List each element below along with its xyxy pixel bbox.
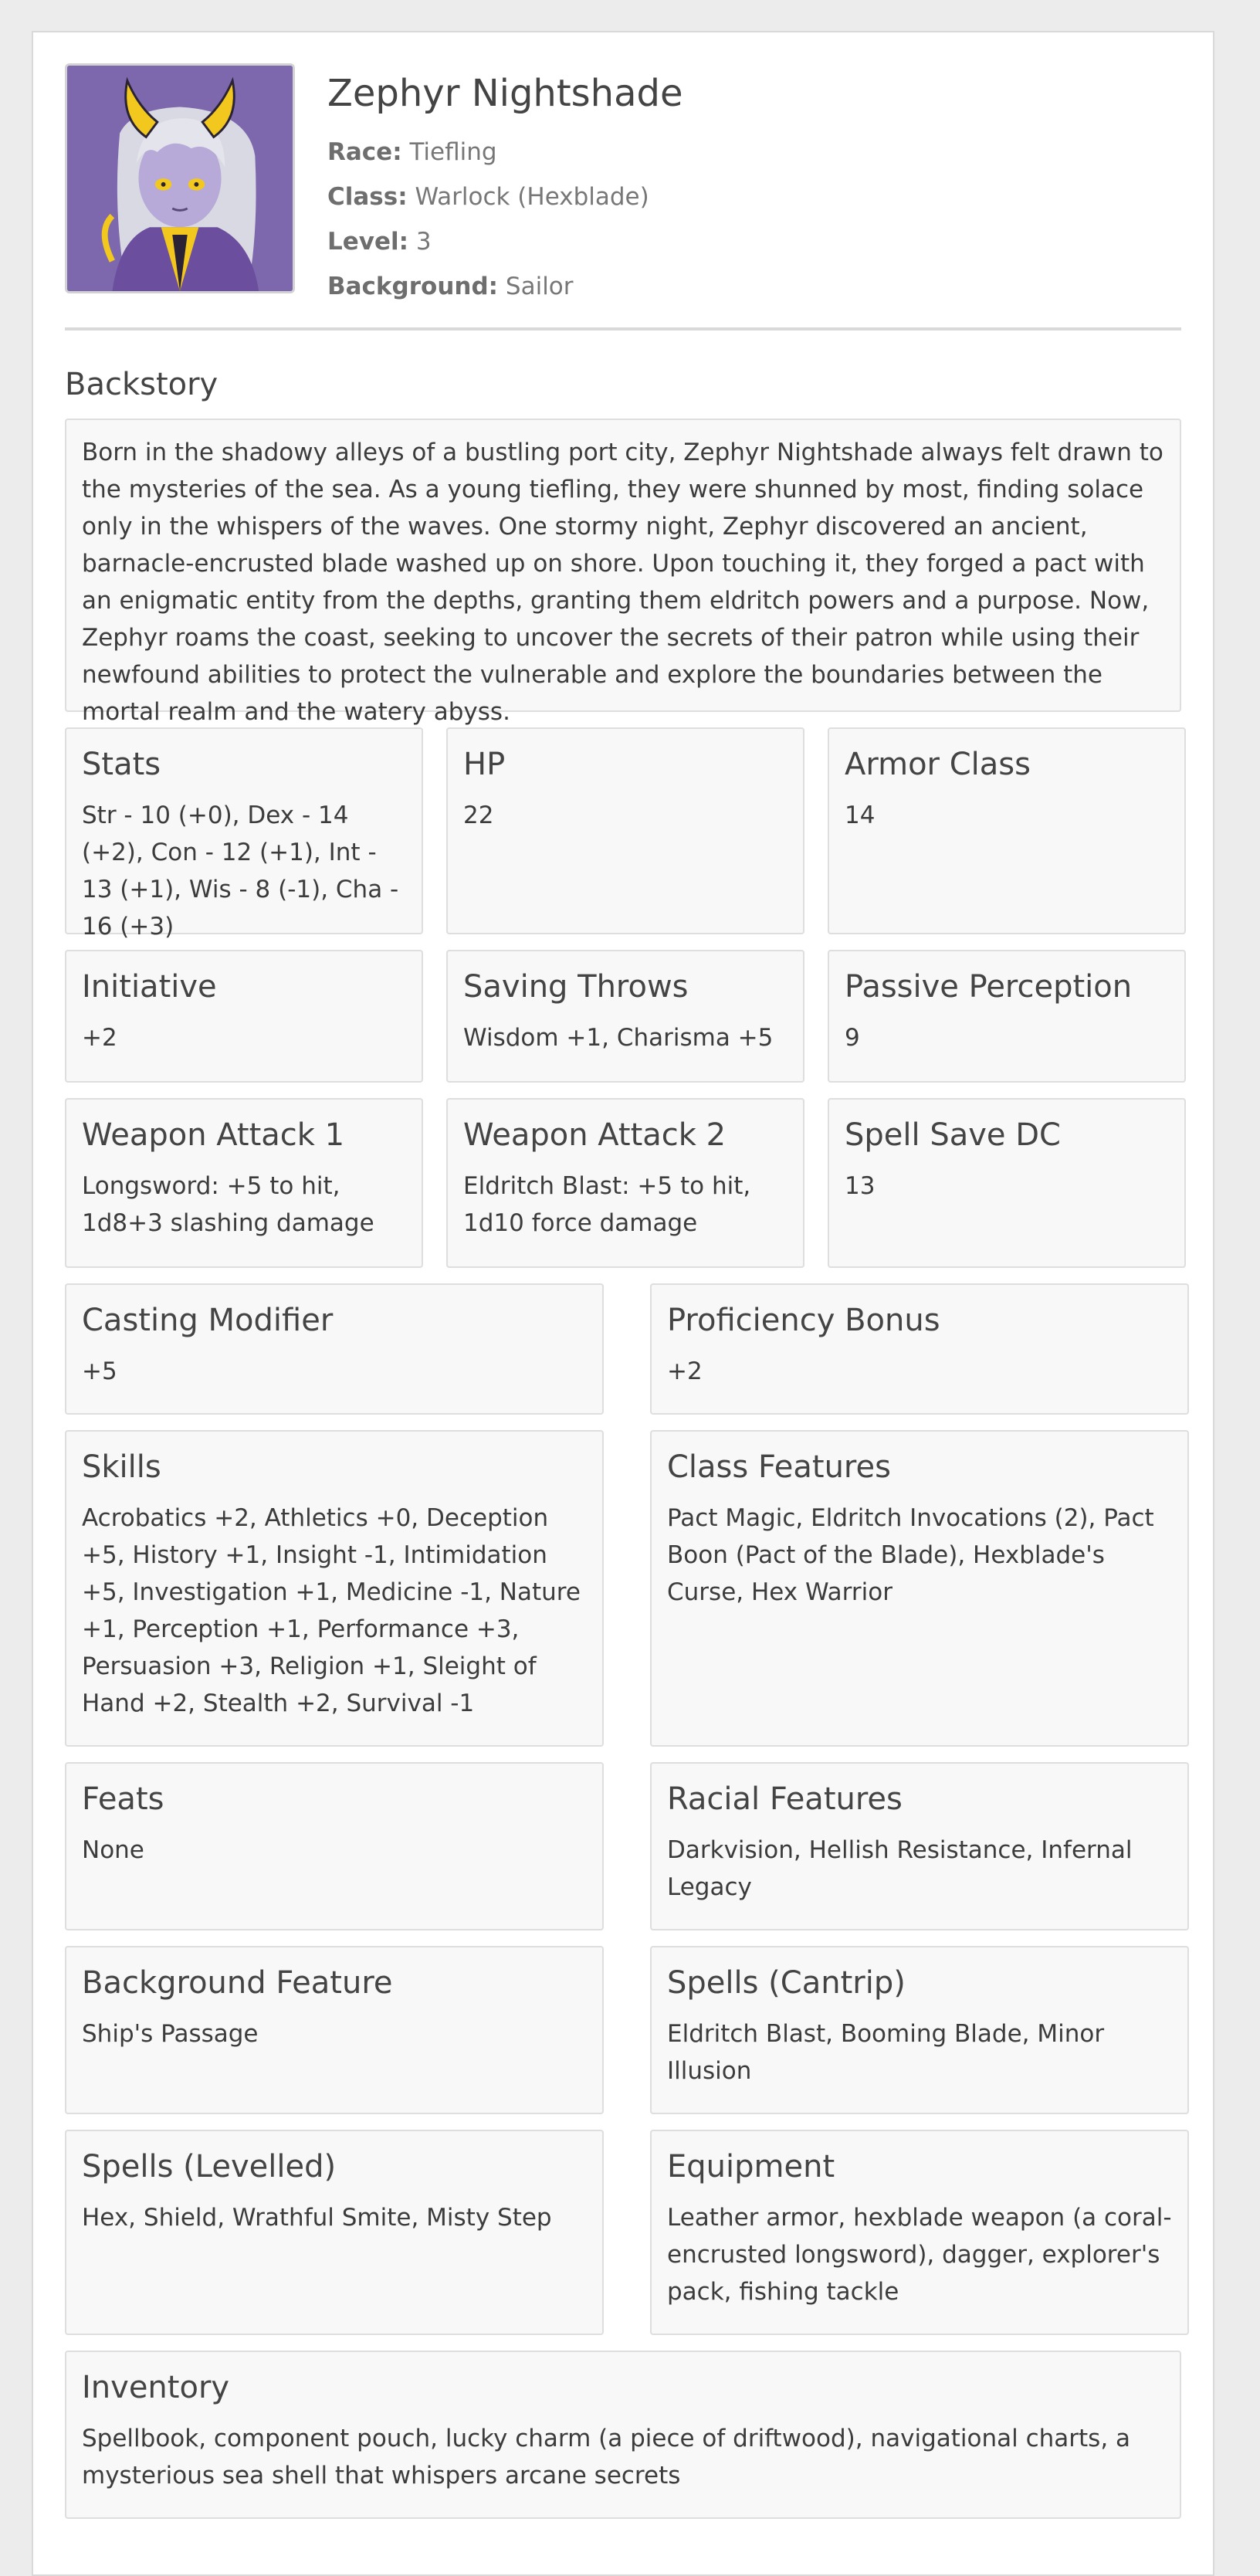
character-portrait — [65, 63, 295, 293]
backstory-title: Backstory — [65, 367, 218, 402]
character-info — [327, 63, 683, 309]
hp-card — [446, 727, 804, 934]
background-label: Background: — [327, 273, 499, 300]
background-line — [327, 264, 683, 309]
character-header — [65, 63, 1181, 330]
hp-title: HP — [463, 747, 506, 782]
passive-perception-value: 9 — [845, 1024, 860, 1052]
stats-value: Str - 10 (+0), Dex - 14 (+2), Con - 12 (+1), Int - 13 (+1), Wis - 8 (-1), Cha - 16 (+3) — [82, 802, 399, 941]
class-line — [327, 175, 683, 219]
feats-title: Feats — [82, 1781, 164, 1817]
saving-throws-card — [446, 950, 804, 1083]
equipment-card — [650, 2130, 1189, 2335]
racial-features-title: Racial Features — [667, 1781, 903, 1817]
race-line — [327, 130, 683, 175]
armor-class-card — [828, 727, 1186, 934]
initiative-card — [65, 950, 423, 1083]
level-label: Level: — [327, 228, 409, 256]
equipment-value: Leather armor, hexblade weapon (a coral-encrusted longsword), dagger, explorer's pack, fishing tackle — [667, 2204, 1172, 2306]
casting-modifier-card — [65, 1283, 604, 1415]
character-name: Zephyr Nightshade — [327, 72, 683, 115]
proficiency-bonus-card — [650, 1283, 1189, 1415]
spells-levelled-title: Spells (Levelled) — [82, 2149, 337, 2185]
level-line — [327, 219, 683, 264]
armor-class-value: 14 — [845, 802, 876, 829]
stats-title: Stats — [82, 747, 161, 782]
casting-modifier-title: Casting Modifier — [82, 1303, 334, 1338]
background-feature-value: Ship's Passage — [82, 2020, 259, 2048]
skills-row — [65, 1430, 1181, 1747]
spells-row — [65, 2130, 1181, 2335]
class-features-value: Pact Magic, Eldritch Invocations (2), Pact Boon (Pact of the Blade), Hexblade's Curse, Hex Warrior — [667, 1504, 1154, 1606]
weapon-attack-2-title: Weapon Attack 2 — [463, 1117, 727, 1153]
spells-cantrip-card — [650, 1946, 1189, 2114]
class-features-card — [650, 1430, 1189, 1747]
saving-throws-title: Saving Throws — [463, 969, 689, 1005]
weapon-attack-1-value: Longsword: +5 to hit, 1d8+3 slashing damage — [82, 1172, 374, 1237]
feats-card — [65, 1762, 604, 1930]
casting-modifier-value: +5 — [82, 1357, 117, 1385]
background-feature-card — [65, 1946, 604, 2114]
character-sheet — [32, 31, 1214, 2576]
backstory-text: Born in the shadowy alleys of a bustling port city, Zephyr Nightshade always felt drawn to the mysteries of the sea. As a young tiefling, they were shunned by most, finding solace only in the whispers of the waves. One stormy night, Zephyr discovered an ancient, barnacle-encrusted blade washed up on shore. Upon touching it, they forged a pact with an enigmatic entity from the depths, granting them eldritch powers and a purpose. Now, Zephyr roams the coast, seeking to uncover the secrets of their patron while using their newfound abilities to protect the vulnerable and explore the boundaries between the mortal realm and the watery abyss. — [65, 419, 1181, 712]
racial-features-card — [650, 1762, 1189, 1930]
spells-levelled-card — [65, 2130, 604, 2335]
racial-features-value: Darkvision, Hellish Resistance, Infernal Legacy — [667, 1836, 1133, 1901]
weapon-attack-2-value: Eldritch Blast: +5 to hit, 1d10 force damage — [463, 1172, 751, 1237]
modifier-row — [65, 1283, 1181, 1415]
passive-perception-title: Passive Perception — [845, 969, 1133, 1005]
hp-value: 22 — [463, 802, 494, 829]
stats-row — [65, 727, 1181, 941]
spells-levelled-value: Hex, Shield, Wrathful Smite, Misty Step — [82, 2204, 552, 2232]
feats-value: None — [82, 1836, 144, 1864]
race-label: Race: — [327, 138, 402, 166]
inventory-value: Spellbook, component pouch, lucky charm (a piece of driftwood), navigational charts, a mysterious sea shell that whispers arcane secrets — [82, 2425, 1131, 2490]
equipment-title: Equipment — [667, 2149, 835, 2185]
inventory-title: Inventory — [82, 2370, 230, 2405]
class-label: Class: — [327, 183, 408, 211]
weapon-attack-1-title: Weapon Attack 1 — [82, 1117, 345, 1153]
feats-row — [65, 1762, 1181, 1930]
spell-save-dc-card — [828, 1098, 1186, 1268]
proficiency-bonus-title: Proficiency Bonus — [667, 1303, 940, 1338]
spells-cantrip-value: Eldritch Blast, Booming Blade, Minor Illusion — [667, 2020, 1105, 2085]
weapon-attack-2-card — [446, 1098, 804, 1268]
spells-cantrip-title: Spells (Cantrip) — [667, 1965, 906, 2001]
skills-card — [65, 1430, 604, 1747]
armor-class-title: Armor Class — [845, 747, 1031, 782]
initiative-title: Initiative — [82, 969, 217, 1005]
spell-save-dc-title: Spell Save DC — [845, 1117, 1061, 1153]
skills-title: Skills — [82, 1449, 161, 1485]
skills-value: Acrobatics +2, Athletics +0, Deception +5, History +1, Insight -1, Intimidation +5, Investigation +1, Medicine -1, Nature +1, Perception +1, Performance +3, Persuasion +3, Religion +1, Sleight of Hand +2, Stealth +2, Survival -1 — [82, 1504, 581, 1717]
class-value: Warlock (Hexblade) — [415, 183, 649, 211]
proficiency-bonus-value: +2 — [667, 1357, 703, 1385]
race-value: Tiefling — [409, 138, 497, 166]
stats-card — [65, 727, 423, 941]
attacks-row — [65, 1098, 1181, 1268]
passive-perception-card — [828, 950, 1186, 1083]
inventory-card — [65, 2351, 1181, 2519]
background-row — [65, 1946, 1181, 2114]
level-value: 3 — [415, 228, 432, 256]
initiative-row — [65, 950, 1181, 1083]
saving-throws-value: Wisdom +1, Charisma +5 — [463, 1024, 774, 1052]
initiative-value: +2 — [82, 1024, 117, 1052]
tiefling-portrait-image — [67, 66, 293, 291]
spell-save-dc-value: 13 — [845, 1172, 876, 1200]
class-features-title: Class Features — [667, 1449, 891, 1485]
background-feature-title: Background Feature — [82, 1965, 393, 2001]
background-value: Sailor — [505, 273, 574, 300]
weapon-attack-1-card — [65, 1098, 423, 1268]
